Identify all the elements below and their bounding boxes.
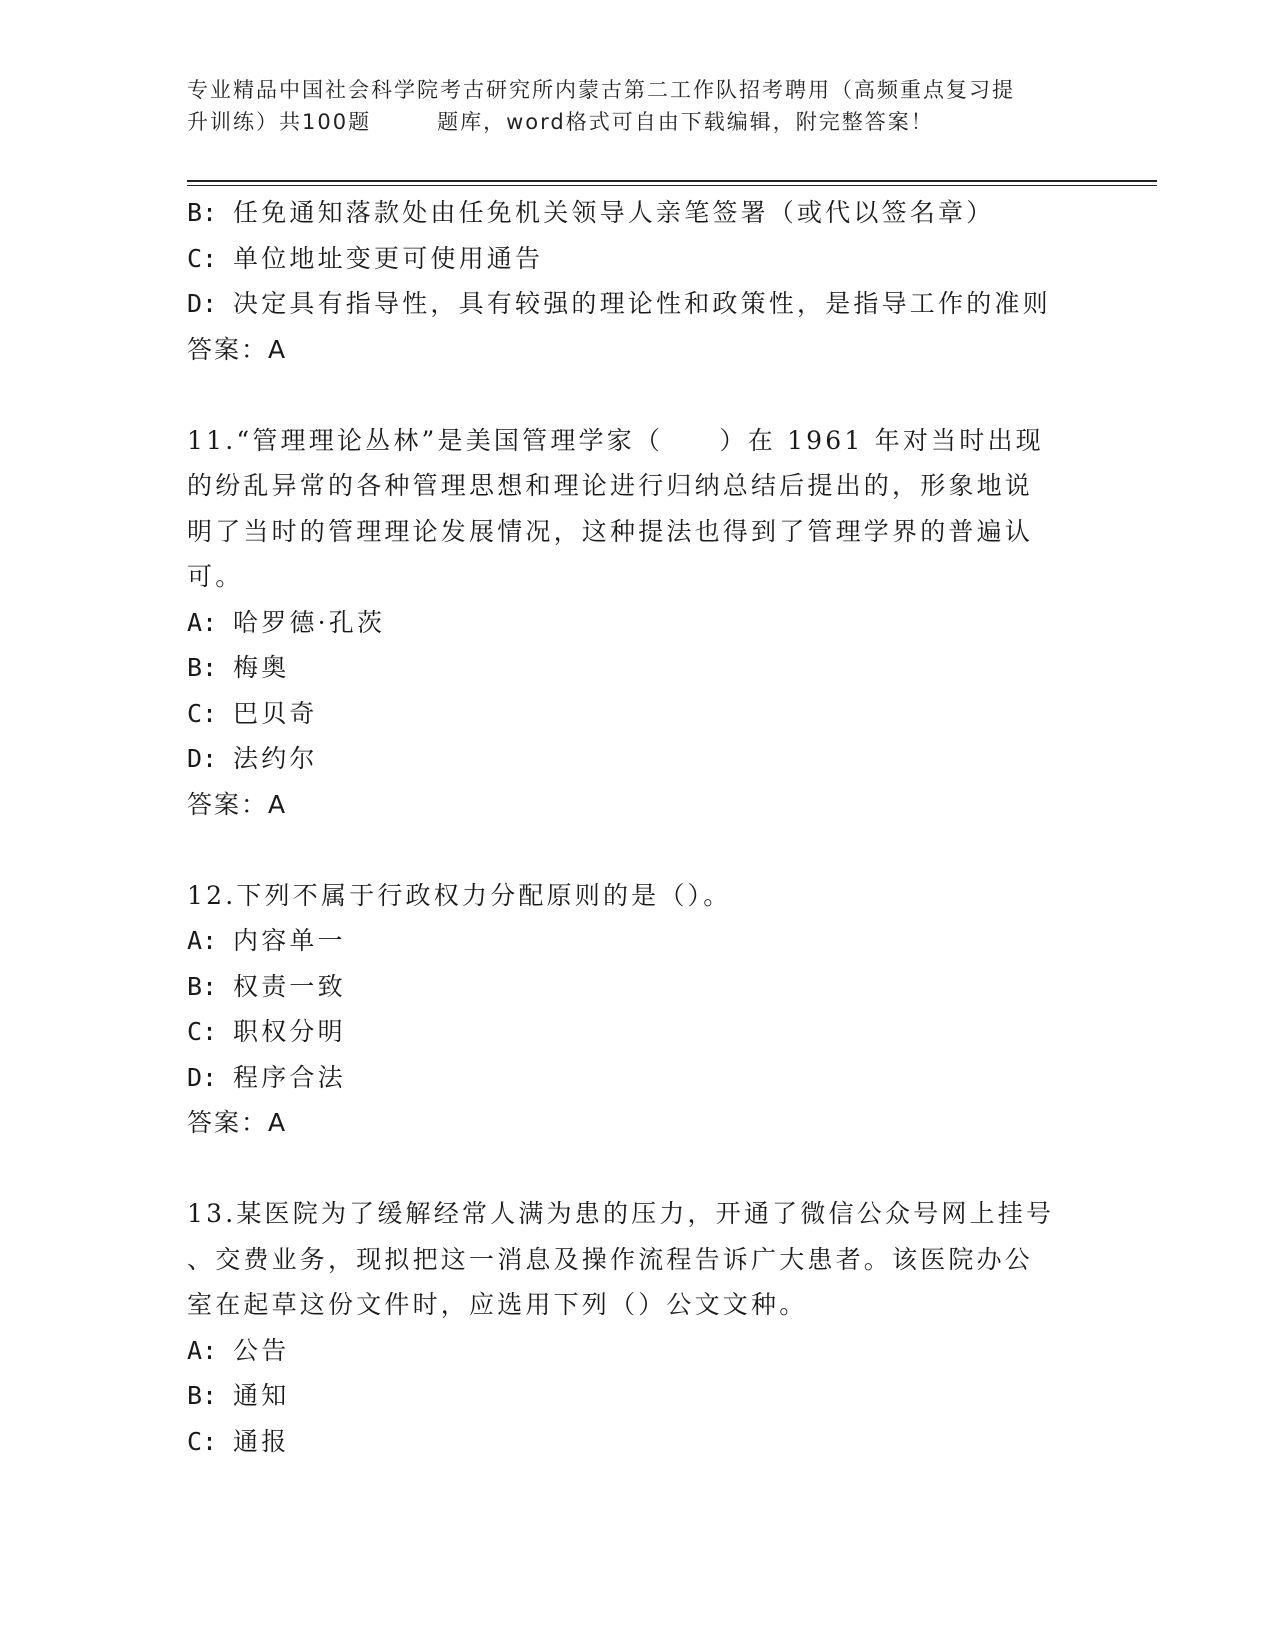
option-letter: C: <box>187 243 218 273</box>
document-body <box>187 190 1077 1464</box>
option-row <box>187 918 1077 964</box>
answer-line: 答案：A <box>187 334 288 364</box>
option-row <box>187 736 1077 782</box>
question-text-line: 室在起草这份文件时，应选用下列（）公文文种。 <box>187 1290 808 1319</box>
question-text-line: 13.某医院为了缓解经常人满为患的压力，开通了微信公众号网上挂号 <box>187 1199 1055 1228</box>
question-13 <box>187 1191 1077 1464</box>
question-text-line: 可。 <box>187 562 244 591</box>
option-row <box>187 236 1077 282</box>
spacer <box>187 372 1077 418</box>
option-row <box>187 691 1077 737</box>
option-text: 内容单一 <box>233 926 346 955</box>
option-letter: D: <box>187 289 218 318</box>
option-letter: A: <box>187 607 218 637</box>
option-text: 公告 <box>233 1335 290 1365</box>
question-text-line: 12.下列不属于行政权力分配原则的是（）。 <box>187 880 732 910</box>
option-letter: B: <box>187 971 218 1001</box>
header-line-1: 专业精品中国社会科学院考古研究所内蒙古第二工作队招考聘用（高频重点复习提 <box>187 78 1015 102</box>
option-row <box>187 645 1077 691</box>
question-text-line: 的纷乱异常的各种管理思想和理论进行归纳总结后提出的，形象地说 <box>187 471 1034 500</box>
option-text: 通知 <box>233 1381 290 1410</box>
option-text: 巴贝奇 <box>233 698 318 728</box>
option-letter: C: <box>187 1017 218 1046</box>
option-row <box>187 1055 1077 1101</box>
option-letter: C: <box>187 1426 218 1456</box>
option-letter: B: <box>187 198 218 227</box>
option-row <box>187 1328 1077 1374</box>
option-letter: D: <box>187 744 218 773</box>
option-letter: A: <box>187 1335 218 1365</box>
page-header <box>187 74 1087 138</box>
option-text: 职权分明 <box>233 1017 346 1046</box>
option-text: 单位地址变更可使用通告 <box>233 243 544 273</box>
header-rule-thick <box>187 180 1157 182</box>
answer-line: 答案：A <box>187 1108 288 1137</box>
answer-line: 答案：A <box>187 789 288 819</box>
prev-question <box>187 190 1077 372</box>
option-text: 任免通知落款处由任免机关领导人亲笔签署（或代以签名章） <box>233 198 995 227</box>
header-rule-thin <box>187 185 1157 186</box>
option-row <box>187 190 1077 236</box>
option-row <box>187 964 1077 1010</box>
option-text: 梅奥 <box>233 653 290 682</box>
header-line-2-left: 升训练）共100题 <box>187 110 372 134</box>
option-letter: C: <box>187 698 218 728</box>
option-row <box>187 1009 1077 1055</box>
option-letter: A: <box>187 926 218 955</box>
spacer <box>187 827 1077 873</box>
question-11 <box>187 418 1077 828</box>
option-text: 法约尔 <box>233 744 318 773</box>
option-text: 通报 <box>233 1426 290 1456</box>
option-row <box>187 1419 1077 1465</box>
header-line-2 <box>187 106 1087 138</box>
question-text-line: 、交费业务，现拟把这一消息及操作流程告诉广大患者。该医院办公 <box>187 1244 1034 1274</box>
option-letter: B: <box>187 1381 218 1410</box>
option-text: 权责一致 <box>233 971 346 1001</box>
option-row <box>187 1373 1077 1419</box>
question-12 <box>187 873 1077 1146</box>
option-row <box>187 600 1077 646</box>
option-letter: D: <box>187 1062 218 1092</box>
spacer <box>187 1146 1077 1192</box>
header-line-2-right: 题库，word格式可自由下载编辑，附完整答案！ <box>437 110 934 134</box>
question-text-line: 11.“管理理论丛林”是美国管理学家（ ）在 1961 年对当时出现 <box>187 425 1044 455</box>
option-text: 决定具有指导性，具有较强的理论性和政策性，是指导工作的准则 <box>233 289 1051 318</box>
option-letter: B: <box>187 653 218 682</box>
option-text: 程序合法 <box>233 1062 346 1092</box>
option-text: 哈罗德·孔茨 <box>233 607 386 637</box>
question-text-line: 明了当时的管理理论发展情况，这种提法也得到了管理学界的普遍认 <box>187 516 1034 546</box>
option-row <box>187 281 1077 327</box>
